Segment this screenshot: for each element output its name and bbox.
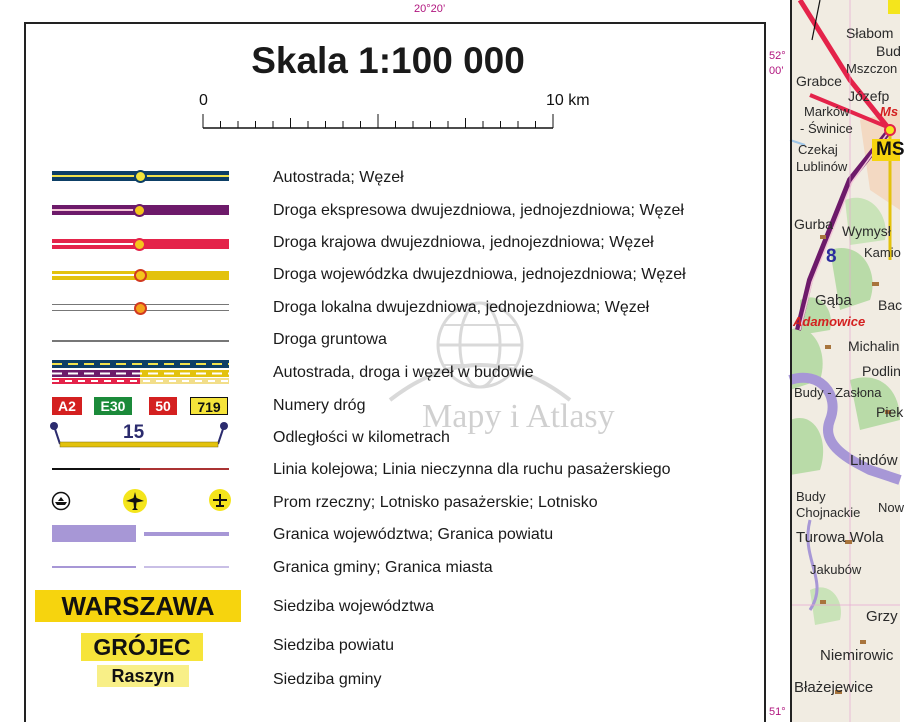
legend-label-dirt-road: Droga gruntowa <box>273 331 387 348</box>
road-number-badge: A2 <box>52 397 82 415</box>
national-road-junction-icon <box>133 238 146 251</box>
map-place-label: Budy <box>796 489 826 504</box>
map-place-label: Czekaj <box>798 142 838 157</box>
legend-label-under-construction: Autostrada, droga i węzeł w budowie <box>273 364 534 381</box>
map-label-box <box>888 0 900 14</box>
map-place-label: Józefp <box>848 88 890 104</box>
map-place-label: Piek <box>876 404 904 420</box>
legend-label-national-road: Droga krajowa dwujezdniowa, jednojezdniowa; Węzeł <box>273 234 654 251</box>
railway-line-symbol <box>52 468 140 470</box>
map-place-label: Chojnackie <box>796 505 861 520</box>
road-number-badge: 719 <box>190 397 228 415</box>
road-number-badge: E30 <box>94 397 132 415</box>
inactive-railway-symbol <box>140 468 229 470</box>
map-town-box: MS <box>872 139 900 161</box>
scale-end-label: 10 km <box>546 92 590 109</box>
legend-label-voivodeship-border: Granica województwa; Granica powiatu <box>273 526 554 543</box>
coordinate-label-top: 20°20’ <box>414 3 446 15</box>
route-number-8: 8 <box>826 246 837 267</box>
legend-label-expressway: Droga ekspresowa dwujezdniowa, jednojezdniowa; Węzeł <box>273 202 684 219</box>
scale-title: Skala 1:100 000 <box>251 40 525 81</box>
map-place-label: Jakubów <box>810 562 862 577</box>
ferry-icon <box>51 491 71 511</box>
legend-label-county-seat: Siedziba powiatu <box>273 637 394 654</box>
scale-start-label: 0 <box>199 92 208 109</box>
expressway-junction-icon <box>133 204 146 217</box>
map-place-label: Now <box>878 500 905 515</box>
legend-label-motorway: Autostrada; Węzeł <box>273 169 404 186</box>
coordinate-label-51-deg: 51° <box>769 706 786 718</box>
map-place-label: Marków <box>804 104 850 119</box>
map-place-label: Gąba <box>815 292 852 309</box>
gmina-seat-sample: Raszyn <box>97 665 189 687</box>
coordinate-label-52-min: 00’ <box>769 65 784 77</box>
map-place-label: Gurba <box>794 216 833 232</box>
local-road-junction-icon <box>134 302 147 315</box>
map-fragment[interactable] <box>790 0 905 722</box>
legend-label-local-road: Droga lokalna dwujezdniowa, jednojezdniowa; Węzeł <box>273 299 650 316</box>
under-construction-symbol <box>52 360 229 384</box>
map-place-label: Słabom <box>846 25 894 41</box>
voivodeship-seat-sample: WARSZAWA <box>35 590 241 622</box>
scale-bar <box>200 112 560 132</box>
county-border-symbol <box>144 532 229 536</box>
map-place-label: Podlin <box>862 363 901 379</box>
map-place-label: Grabce <box>796 73 842 89</box>
motorway-junction-icon <box>134 170 147 183</box>
map-place-label: Niemirowic <box>820 647 894 664</box>
distance-value: 15 <box>123 422 145 443</box>
voivodeship-road-junction-icon <box>134 269 147 282</box>
map-place-label: Turowa Wola <box>796 529 884 546</box>
airport-icon <box>208 488 232 512</box>
dirt-road-symbol <box>52 340 229 342</box>
map-place-label: - Świnice <box>800 121 853 136</box>
watermark-text: Mapy i Atlasy <box>422 398 615 435</box>
map-place-label: Bud <box>876 43 901 59</box>
legend-label-gmina-seat: Siedziba gminy <box>273 671 382 688</box>
legend-label-voivodeship-road: Droga wojewódzka dwujezdniowa, jednojezdniowa; Węzeł <box>273 266 686 283</box>
map-place-label: Bac <box>878 297 903 313</box>
gmina-border-symbol <box>52 566 136 568</box>
legend-label-voivodeship-seat: Siedziba województwa <box>273 598 434 615</box>
map-place-label: Budy - Zasłona <box>794 385 882 400</box>
map-place-label: Lublinów <box>796 159 848 174</box>
passenger-airport-icon <box>122 488 148 514</box>
map-place-label: Ms <box>880 104 899 119</box>
legend-label-distances: Odległości w kilometrach <box>273 429 450 446</box>
map-place-label: Lindów <box>850 452 898 469</box>
voivodeship-border-symbol <box>52 525 136 542</box>
map-frame-left <box>790 0 792 722</box>
map-place-label: Wymysł <box>842 223 891 239</box>
map-place-label: Kamio <box>864 245 901 260</box>
map-place-label: Błażejewice <box>794 679 874 696</box>
map-place-label: Adamowice <box>793 314 866 329</box>
legend-label-railway: Linia kolejowa; Linia nieczynna dla ruchu pasażerskiego <box>273 461 671 478</box>
city-border-symbol <box>144 566 229 568</box>
legend-label-road-numbers: Numery dróg <box>273 397 366 414</box>
legend-label-gmina-border: Granica gminy; Granica miasta <box>273 559 493 576</box>
map-place-label: Grzy <box>866 608 898 625</box>
county-seat-sample: GRÓJEC <box>81 633 203 661</box>
legend-label-ferry-airport: Prom rzeczny; Lotnisko pasażerskie; Lotnisko <box>273 494 598 511</box>
map-place-label: Michalin <box>848 338 900 354</box>
coordinate-label-52-deg: 52° <box>769 50 786 62</box>
road-number-badge: 50 <box>149 397 177 415</box>
map-place-label: Mszczon <box>846 61 898 76</box>
